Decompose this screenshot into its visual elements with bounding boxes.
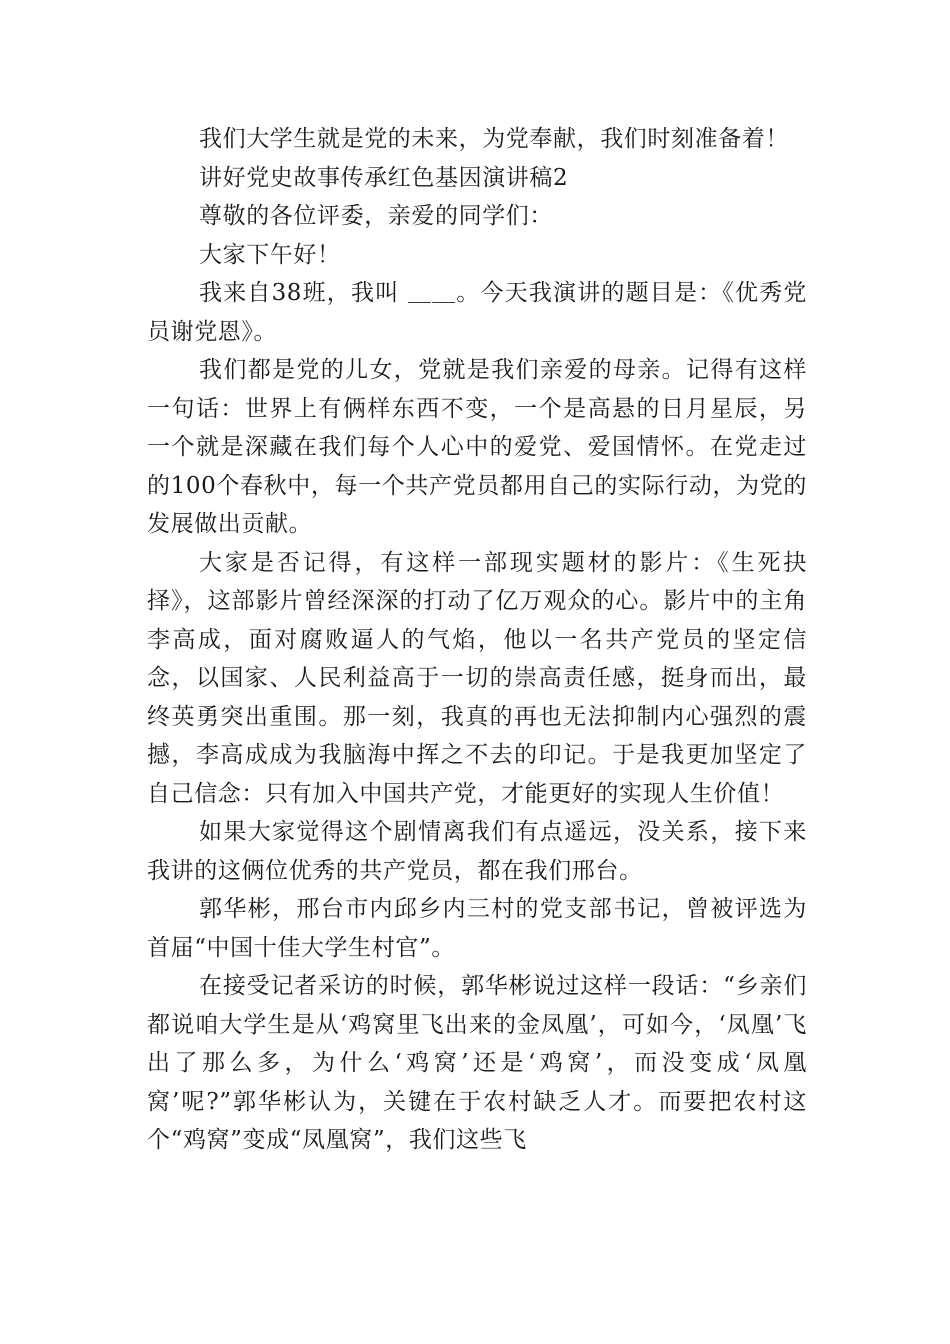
paragraph-salutation: 尊敬的各位评委，亲爱的同学们： [199,203,553,229]
paragraph-film: 大家是否记得，有这样一部现实题材的影片：《生死抉择》，这部影片曾经深深的打动了亿万观众的心。影片中的主角李高成，面对腐败逼人的气焰，他以一名共产党员的坚定信念，以国家、人民利益高于一切的崇高责任感，挺身而出，最终英勇突出重围。那一刻，我真的再也无法抑制内心强烈的震撼，李高成成为我脑海中挥之不去的印记。于是我更加坚定了自己信念：只有加入中国共产党，才能更好的实现人生价值！ [147,549,807,807]
paragraph-local-examples: 如果大家觉得这个剧情离我们有点遥远，没关系，接下来我讲的这俩位优秀的共产党员，都在我们邢台。 [147,819,807,884]
document-body [147,120,807,1160]
paragraph-interview: 在接受记者采访的时候，郭华彬说过这样一段话：“乡亲们都说咱大学生是从‘鸡窝里飞出来的金凤凰’，可如今，‘凤凰’飞出了那么多，为什么‘鸡窝’还是‘鸡窝’，而没变成‘凤凰窝’呢?”郭华彬认为，关键在于农村缺乏人才。而要把农村这个“鸡窝”变成“凤凰窝”，我们这些飞 [147,973,807,1153]
paragraph-introduction: 我来自38班，我叫 ＿＿。今天我演讲的题目是：《优秀党员谢党恩》。 [147,280,807,345]
paragraph-greeting: 大家下午好！ [199,241,341,268]
paragraph-closing-line: 我们大学生就是党的未来，为党奉献，我们时刻准备着！ [199,126,789,152]
speech-title: 讲好党史故事传承红色基因演讲稿2 [199,164,569,191]
paragraph-party-mother: 我们都是党的儿女，党就是我们亲爱的母亲。记得有这样一句话：世界上有俩样东西不变，一个是高悬的日月星辰，另一个就是深藏在我们每个人心中的爱党、爱国情怀。在党走过的100个春秋中，每一个共产党员都用自己的实际行动，为党的发展做出贡献。 [147,357,807,537]
paragraph-guo-huabin: 郭华彬，邢台市内邱乡内三村的党支部书记，曾被评选为首届“中国十佳大学生村官”。 [147,896,807,961]
